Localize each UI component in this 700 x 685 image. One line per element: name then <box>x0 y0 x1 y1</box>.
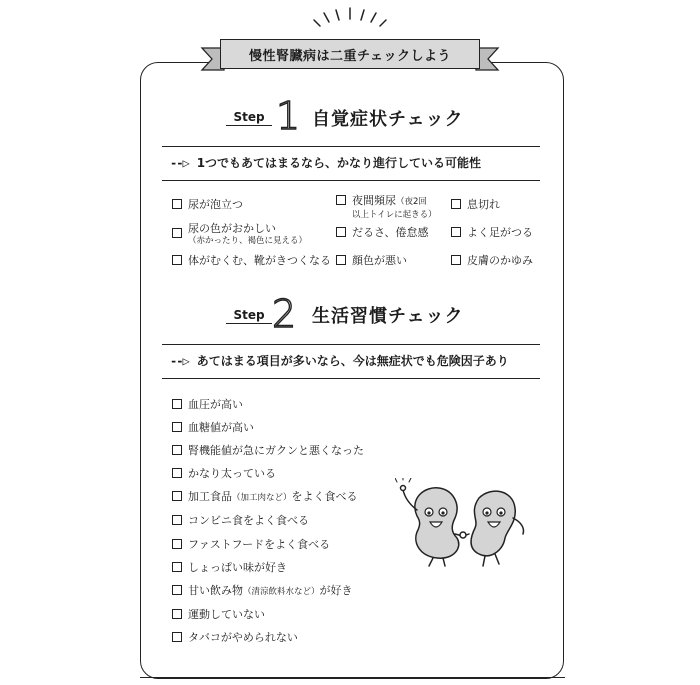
checkbox-icon[interactable] <box>172 399 182 409</box>
checkbox-icon[interactable] <box>172 445 182 455</box>
checkbox-icon[interactable] <box>172 228 182 238</box>
symptom-item[interactable]: 尿が泡立つ <box>172 198 243 211</box>
habit-item[interactable]: 運動していない <box>172 608 265 621</box>
card-shadow-line <box>140 677 565 678</box>
step1-notice-text: 1つでもあてはまるなら、かなり進行している可能性 <box>196 156 482 170</box>
step2-notice-text: あてはまる項目が多いなら、今は無症状でも危険因子あり <box>196 354 509 368</box>
checkbox-icon[interactable] <box>172 491 182 501</box>
checkbox-icon[interactable] <box>172 255 182 265</box>
step2-title: 生活習慣チェック <box>312 306 464 327</box>
habit-item[interactable]: ファストフードをよく食べる <box>172 538 330 551</box>
step1-tag: Step <box>226 106 272 126</box>
habit-item[interactable]: しょっぱい味が好き <box>172 561 287 574</box>
habit-item[interactable]: 甘い飲み物（清涼飲料水など）が好き <box>172 584 353 599</box>
symptom-item[interactable]: よく足がつる <box>451 226 533 239</box>
checkbox-icon[interactable] <box>172 609 182 619</box>
symptom-item[interactable]: 皮膚のかゆみ <box>451 254 533 267</box>
step2-number: 2 <box>272 292 297 336</box>
checkbox-icon[interactable] <box>172 539 182 549</box>
arrow-right-icon: --▷ <box>170 155 189 170</box>
checkbox-icon[interactable] <box>172 562 182 572</box>
step1-number: 1 <box>276 94 301 138</box>
step2-notice-rule-top <box>162 344 540 345</box>
habit-item[interactable]: タバコがやめられない <box>172 631 298 644</box>
step2-tag: Step <box>226 304 272 324</box>
habit-item[interactable]: かなり太っている <box>172 467 276 480</box>
checkbox-icon[interactable] <box>451 227 461 237</box>
checkbox-icon[interactable] <box>336 195 346 205</box>
symptom-item[interactable]: だるさ、倦怠感 <box>336 226 429 239</box>
checkbox-icon[interactable] <box>172 585 182 595</box>
step2-notice-rule-bottom <box>162 378 540 379</box>
symptom-item[interactable]: 尿の色がおかしい （赤かったり、褐色に見える） <box>172 222 307 248</box>
step1-notice-rule-bottom <box>162 180 540 181</box>
sparkle-lines-icon <box>312 6 388 34</box>
checkbox-icon[interactable] <box>451 255 461 265</box>
step1-title: 自覚症状チェック <box>312 109 464 130</box>
step2-notice <box>170 352 509 369</box>
symptom-item[interactable]: 体がむくむ、靴がきつくなる <box>172 254 331 267</box>
banner-title <box>220 39 480 69</box>
checkbox-icon[interactable] <box>172 422 182 432</box>
habit-item[interactable]: 腎機能値が急にガクンと悪くなった <box>172 444 364 457</box>
checkbox-icon[interactable] <box>336 255 346 265</box>
checkbox-icon[interactable] <box>336 227 346 237</box>
arrow-right-icon: --▷ <box>170 353 189 368</box>
habit-item[interactable]: 血圧が高い <box>172 398 243 411</box>
habit-item[interactable]: 血糖値が高い <box>172 421 254 434</box>
checkbox-icon[interactable] <box>451 199 461 209</box>
step1-notice <box>170 154 481 171</box>
banner-title-text: 慢性腎臓病は二重チェックしよう <box>248 48 452 64</box>
checkbox-icon[interactable] <box>172 199 182 209</box>
checkbox-icon[interactable] <box>172 632 182 642</box>
kidney-bean-characters-icon <box>395 478 535 568</box>
symptom-item[interactable]: 夜間頻尿（夜2回 以上トイレに起きる） <box>336 194 437 222</box>
habit-item[interactable]: 加工食品（加工肉など）をよく食べる <box>172 490 358 505</box>
checkbox-icon[interactable] <box>172 515 182 525</box>
checkbox-icon[interactable] <box>172 468 182 478</box>
symptom-item[interactable]: 息切れ <box>451 198 500 211</box>
habit-item[interactable]: コンビニ食をよく食べる <box>172 514 309 527</box>
step1-notice-rule-top <box>162 146 540 147</box>
symptom-item[interactable]: 顔色が悪い <box>336 254 407 267</box>
